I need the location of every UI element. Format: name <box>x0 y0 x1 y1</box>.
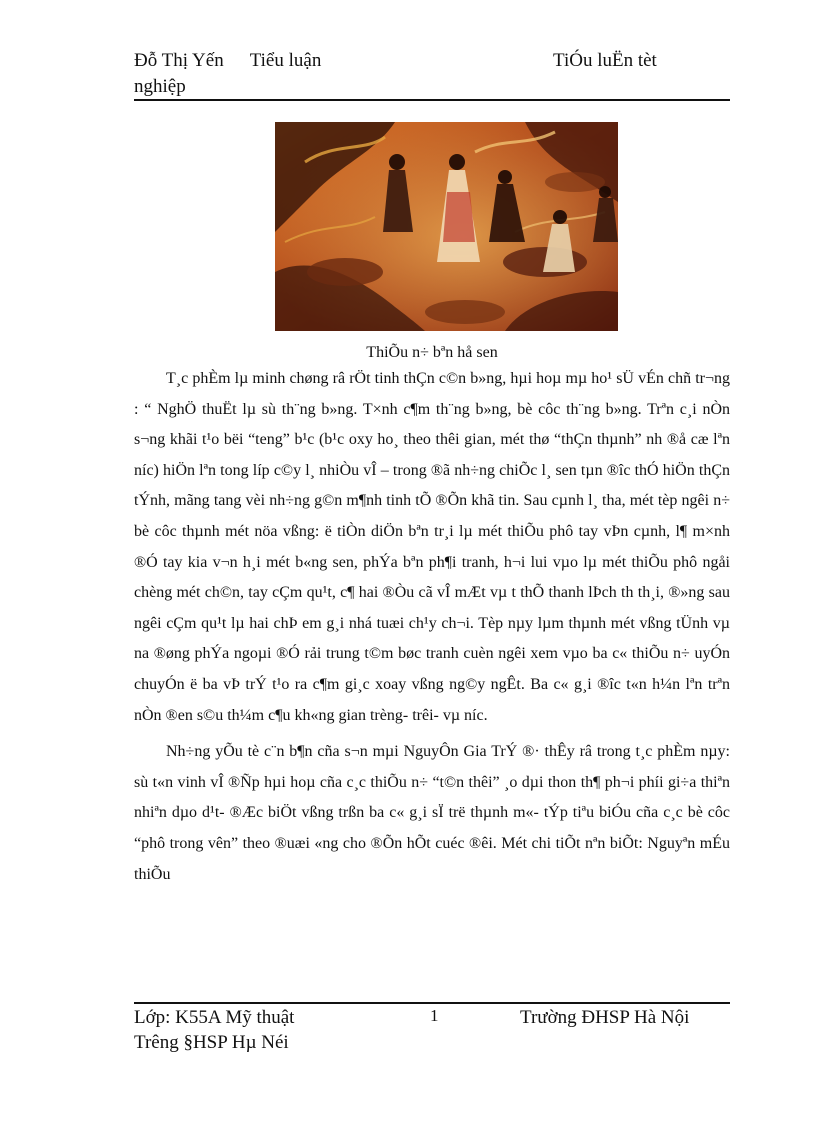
lacquer-painting-image <box>275 122 618 331</box>
header-author-block <box>134 48 474 100</box>
footer-class-block <box>134 1005 354 1055</box>
footer-school-cont: Trêng §HSP Hµ Néi <box>134 1032 289 1053</box>
footer-class: Lớp: K55A Mỹ thuật <box>134 1007 295 1028</box>
page-footer <box>134 1005 730 1057</box>
page-header <box>134 48 730 100</box>
header-doc-type-cont: nghiệp <box>134 76 186 97</box>
page-number: 1 <box>430 1006 439 1025</box>
body-paragraph-1: T¸c phÈm lµ minh chøng râ rÖt tinh thÇn c©n b»ng, hµi hoµ mµ ho¹ sÜ vÉn chñ tr¬ng : “ NghÖ thuËt lµ sù th¨ng b»ng. T×nh c¶m th¨ng b»ng, bè côc th¨ng b»ng. Trªn c¸i nÒn s¬ng khãi t¹o bëi “teng” b¹c (b¹c oxy ho¸ theo thêi gian, mét thø “thÇn thµnh” nh ®å cæ lªn níc) hiÖn lªn tong líp c©y l¸ nhiÒu vÎ – trong ®ã nh÷ng chiÕc l¸ sen tµn ®îc thÓ hiÖn thÇn tÝnh, mãng tang vèi nh÷ng g©n m¶nh tinh tÕ ®Õn khã tin. Sau cµnh l¸ tha, mét tèp ngêi n÷ bè côc thµnh mét nöa vßng: ë tiÒn diÖn bªn tr¸i lµ mét thiÕu phô tay vÞn cµnh, l¶ m×nh ®Ó tay kia v¬n h¸i mét b«ng sen, phÝa bªn ph¶i tranh, h¬i lui vµo lµ mét thiÕu phô ngåi chèng mét ch©n, tay cÇm qu¹t, c¶ hai ®Òu cã vÎ mÆt vµ t thÕ thanh lÞch th th¸i, ®»ng sau ngêi cÇm qu¹t lµ hai chÞ em g¸i nhá tuæi ch¹y ch¬i. Tèp nµy lµm thµnh mét vßng tÜnh vµ na ®øng phÝa ngoµi ®Ó rải trung t©m bøc tranh cuèn ngêi xem vµo ba c« thiÕu n÷ uyÓn chuyÓn ë ba vÞ trÝ t¹o ra c¶m gi¸c xoay vßng ng©y ngÊt. Ba c« g¸i ®îc t«n h¼n lªn trªn nÒn ®en s©u th¼m c¶u kh«ng gian trèng- trêi- vµ níc. <box>134 370 730 724</box>
figure-caption: ThiÕu n÷ bªn hå sen <box>366 344 498 361</box>
body-paragraph-2: Nh÷ng yÕu tè c¨n b¶n cña s¬n mµi NguyÔn Gia TrÝ ®· thÊy râ trong t¸c phÈm nµy: sù t«n vinh vÎ ®Ñp hµi hoµ cña c¸c thiÕu n÷ “t©n thêi” ¸o dµi thon th¶ ph¬i phíi gi÷a thiªn nhiªn dµo d¹t- ®Æc biÖt vßng trßn ba c« g¸i sÏ trë thµnh m«- tÝp tiªu biÓu cña c¸c bè côc “phô trong vên” theo ®uæi «ng cho ®Õn hÕt cuéc ®êi. Mét chi tiÕt nªn biÕt: Nguyªn mÉu thiÕu <box>134 743 730 883</box>
header-author: Đỗ Thị Yến <box>134 50 224 71</box>
header-title: TiÓu luËn tèt <box>553 50 657 71</box>
header-doc-type: Tiểu luận <box>249 50 322 71</box>
footer-school: Trường ĐHSP Hà Nội <box>520 1007 690 1028</box>
painting-illustration <box>275 122 618 331</box>
body-text <box>134 364 730 890</box>
header-divider <box>134 99 730 101</box>
